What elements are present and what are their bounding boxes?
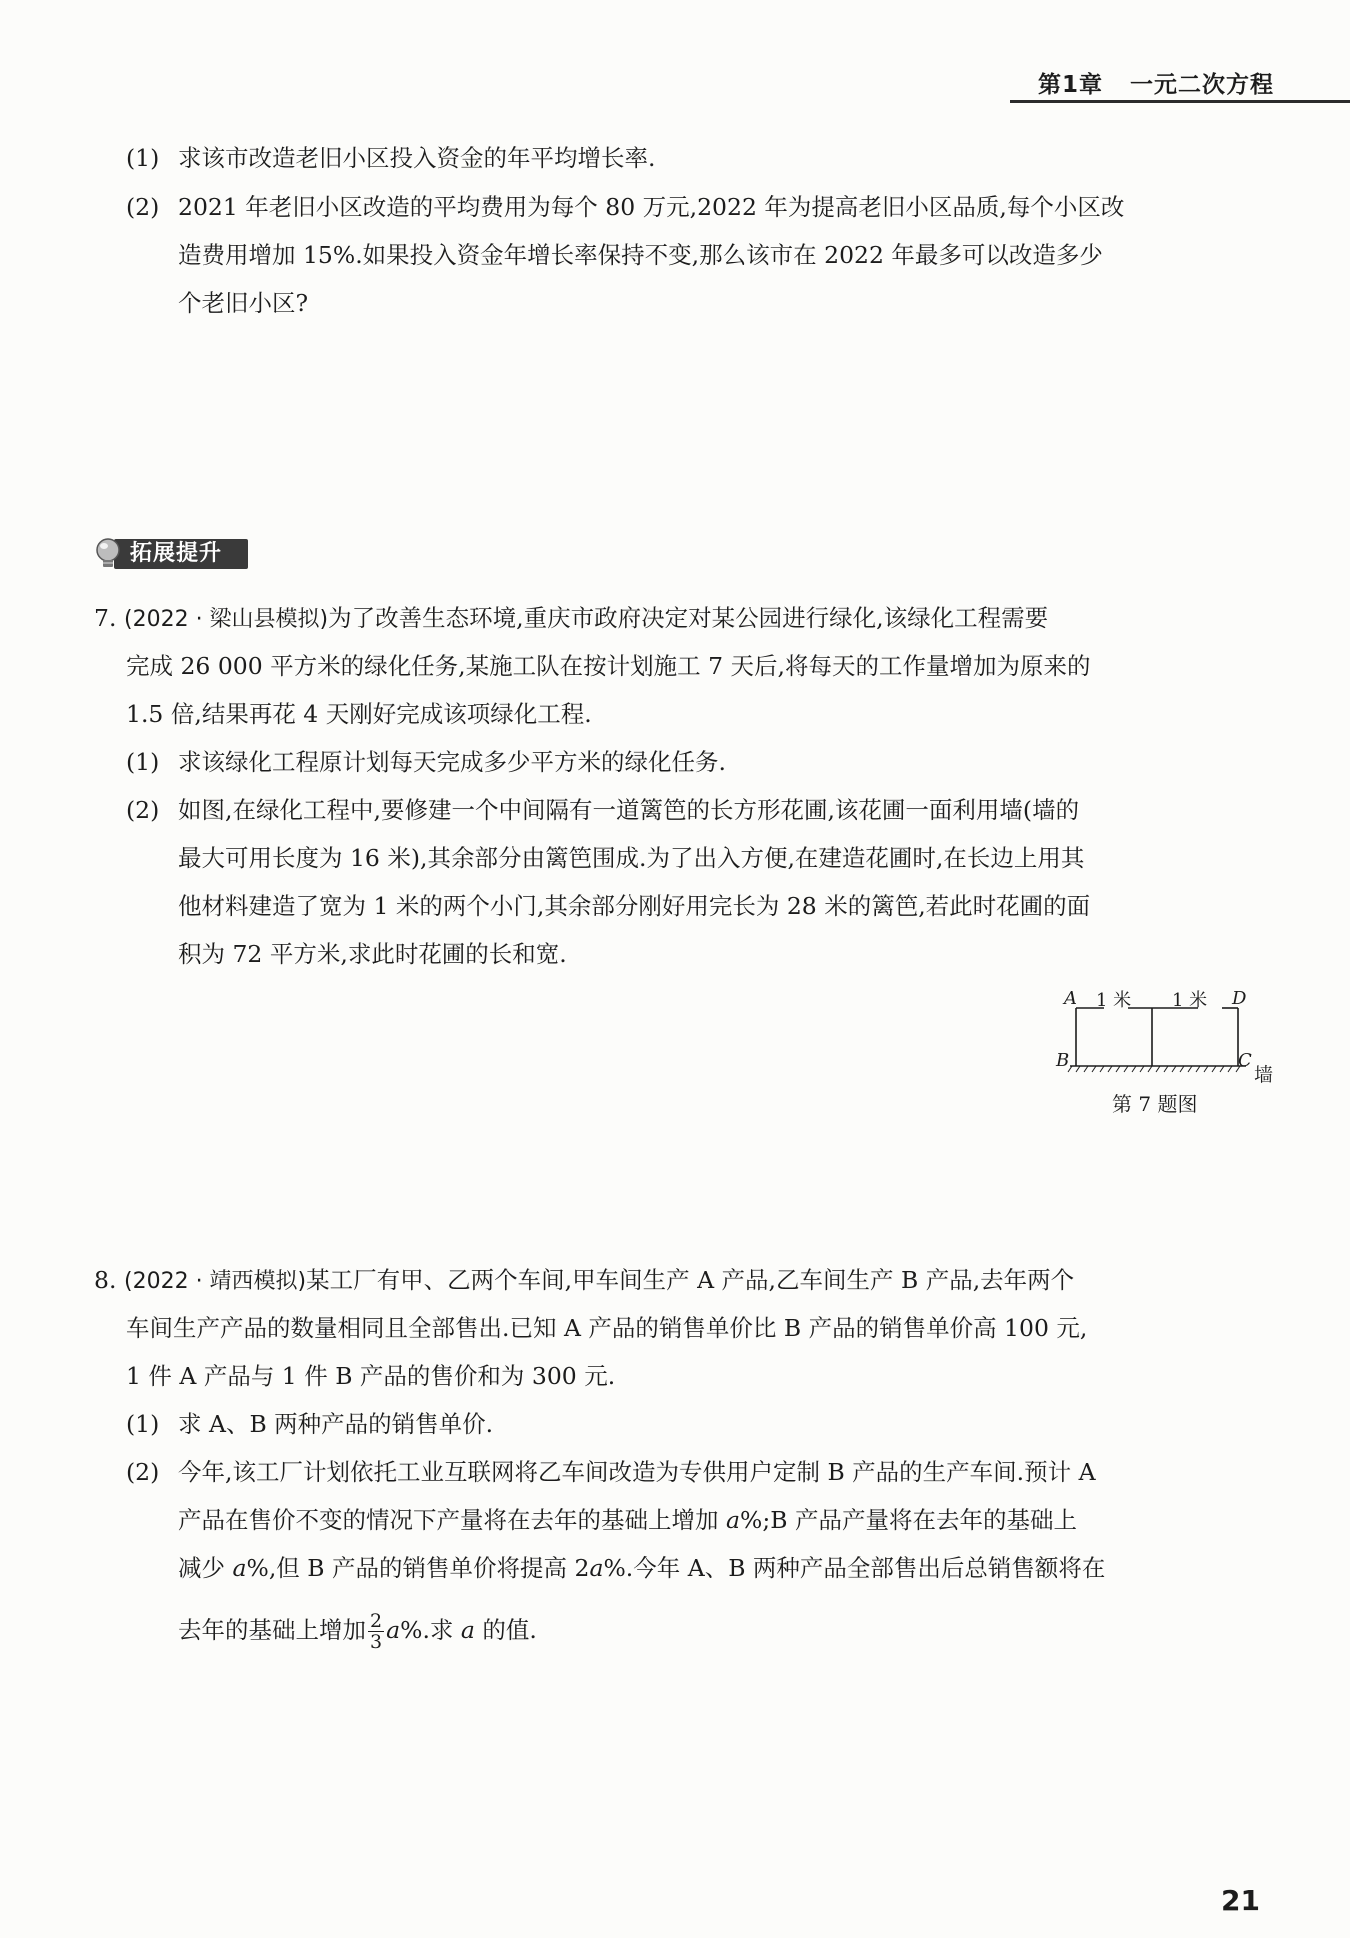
- q8-line4-e: 的值.: [474, 1616, 537, 1644]
- point-c-label: C: [1238, 1050, 1252, 1071]
- chapter-title: 一元二次方程: [1130, 72, 1274, 98]
- q6-part2-label: (2): [126, 193, 160, 221]
- fraction-numerator: 2: [370, 1610, 383, 1632]
- q8-part2-label: (2): [126, 1458, 160, 1486]
- fraction-denominator: 3: [370, 1631, 383, 1653]
- q8-part1-label: (1): [126, 1410, 160, 1438]
- q8-text-1: 某工厂有甲、乙两个车间,甲车间生产 A 产品,乙车间生产 B 产品,去年两个: [306, 1266, 1075, 1294]
- q7-text-3: 1.5 倍,结果再花 4 天刚好完成该项绿化工程.: [126, 700, 592, 728]
- q8-line4-c: %.求: [400, 1616, 461, 1644]
- q6-part1-text: 求该市改造老旧小区投入资金的年平均增长率.: [178, 144, 656, 172]
- page-number: 21: [1221, 1884, 1260, 1917]
- q8-text-3: 1 件 A 产品与 1 件 B 产品的售价和为 300 元.: [126, 1362, 616, 1390]
- gap-1-label: 1 米: [1096, 990, 1132, 1011]
- q8-line3-c: %,但 B 产品的销售单价将提高 2: [246, 1554, 590, 1582]
- header-rule: [1010, 100, 1350, 103]
- q7-part2-text-3: 他材料建造了宽为 1 米的两个小门,其余部分刚好用完长为 28 米的篱笆,若此时花圃的面: [178, 892, 1091, 920]
- point-b-label: B: [1056, 1050, 1070, 1071]
- gap-2-label: 1 米: [1172, 990, 1208, 1011]
- q8-part1-text: 求 A、B 两种产品的销售单价.: [178, 1410, 494, 1438]
- var-a: a: [232, 1554, 247, 1582]
- chapter-number: 第1章: [1037, 72, 1103, 98]
- var-a: a: [725, 1506, 740, 1534]
- section-banner: [92, 536, 250, 572]
- q7-part2-label: (2): [126, 796, 160, 824]
- chapter-header: [1038, 66, 1274, 99]
- q8-part2-line: [126, 1457, 1096, 1487]
- q7-text-1: 为了改善生态环境,重庆市政府决定对某公园进行绿化,该绿化工程需要: [328, 604, 1049, 632]
- q7-source: (2022 · 梁山县模拟): [124, 607, 329, 632]
- q8-part2-text-1: 今年,该工厂计划依托工业互联网将乙车间改造为专供用户定制 B 产品的生产车间.预计 A: [178, 1458, 1096, 1486]
- q8-line2-a: 产品在售价不变的情况下产量将在去年的基础上增加: [178, 1506, 726, 1534]
- q7-text-2: 完成 26 000 平方米的绿化任务,某施工队在按计划施工 7 天后,将每天的工作量增加为原来的: [126, 652, 1091, 680]
- q6-part2-text-1: 2021 年老旧小区改造的平均费用为每个 80 万元,2022 年为提高老旧小区品质,每个小区改: [178, 193, 1125, 221]
- var-a: a: [589, 1554, 604, 1582]
- q7-part2-text-2: 最大可用长度为 16 米),其余部分由篱笆围成.为了出入方便,在建造花圃时,在长边上用其: [178, 844, 1085, 872]
- q7-part2-line: [126, 795, 1079, 825]
- q7-part2-text-1: 如图,在绿化工程中,要修建一个中间隔有一道篱笆的长方形花圃,该花圃一面利用墙(墙的: [178, 796, 1080, 824]
- q8-line-1: [94, 1265, 1074, 1297]
- fraction-two-thirds: [368, 1611, 384, 1652]
- q8-number: 8.: [94, 1266, 117, 1294]
- q8-text-2: 车间生产产品的数量相同且全部售出.已知 A 产品的销售单价比 B 产品的销售单价高 100 元,: [126, 1314, 1088, 1342]
- point-d-label: D: [1232, 988, 1247, 1009]
- q8-source: (2022 · 靖西模拟): [124, 1269, 307, 1294]
- q7-number: 7.: [94, 604, 117, 632]
- figure-caption: 第 7 题图: [1112, 1092, 1198, 1116]
- var-a: a: [386, 1616, 401, 1644]
- q8-line4-a: 去年的基础上增加: [178, 1616, 366, 1644]
- q7-part1-label: (1): [126, 748, 160, 776]
- q6-part2-text-2: 造费用增加 15%.如果投入资金年增长率保持不变,那么该市在 2022 年最多可以改造多少: [178, 241, 1103, 269]
- q8-part2-text-3: [178, 1553, 1105, 1583]
- lightbulb-icon: [92, 536, 128, 572]
- q6-part1-label: (1): [126, 144, 160, 172]
- section-title: 拓展提升: [130, 541, 223, 566]
- q7-part2-text-4: 积为 72 平方米,求此时花圃的长和宽.: [178, 940, 567, 968]
- q8-part2-text-4: [178, 1608, 537, 1652]
- q6-part1: [126, 143, 655, 173]
- q8-part1: [126, 1409, 493, 1439]
- q8-part2-text-2: [178, 1505, 1077, 1535]
- q8-line3-a: 减少: [178, 1554, 233, 1582]
- q7-part1: [126, 747, 726, 777]
- var-a: a: [460, 1616, 475, 1644]
- q6-part2-line: [126, 192, 1124, 222]
- q7-line-1: [94, 603, 1048, 635]
- q8-line3-e: %.今年 A、B 两种产品全部售出后总销售额将在: [603, 1554, 1106, 1582]
- wall-label: 墙: [1254, 1064, 1274, 1086]
- point-a-label: A: [1064, 988, 1077, 1009]
- q8-line2-c: %;B 产品产量将在去年的基础上: [740, 1506, 1077, 1534]
- q7-part1-text: 求该绿化工程原计划每天完成多少平方米的绿化任务.: [178, 748, 726, 776]
- q6-part2-text-3: 个老旧小区?: [178, 289, 309, 317]
